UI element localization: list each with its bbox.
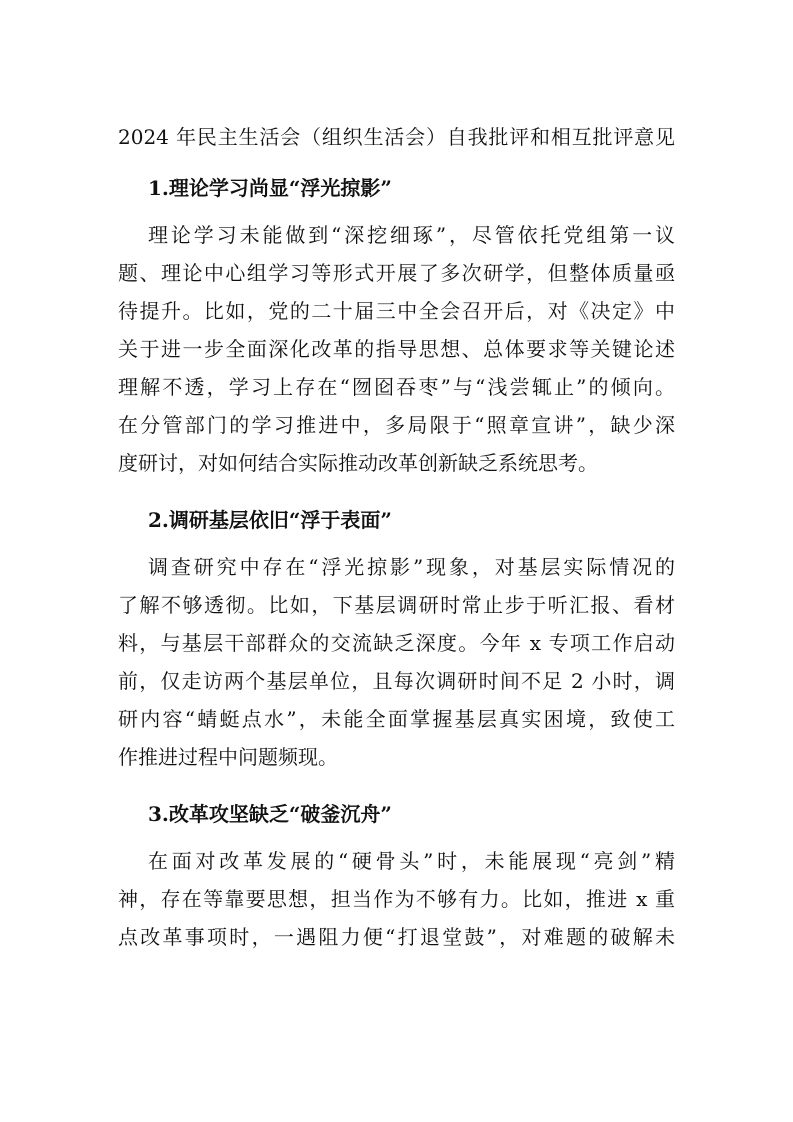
paragraph-line: 度研讨，对如何结合实际推动改革创新缺乏系统思考。 xyxy=(118,451,598,475)
paragraph-line: 作推进过程中问题频现。 xyxy=(118,745,338,769)
paragraph-line: 关于进一步全面深化改革的指导思想、总体要求等关键论述 xyxy=(118,337,675,361)
section-heading: 3.改革攻坚缺乏“破釜沉舟” xyxy=(148,802,392,826)
document-title: 2024 年民主生活会（组织生活会）自我批评和相互批评意见 xyxy=(118,125,675,149)
paragraph xyxy=(118,216,675,482)
paragraph-line: 了解不够透彻。比如，下基层调研时常止步于听汇报、看材 xyxy=(118,593,675,617)
paragraph-line: 调查研究中存在“浮光掠影”现象，对基层实际情况的 xyxy=(148,555,675,579)
paragraph-line: 料，与基层干部群众的交流缺乏深度。今年 x 专项工作启动 xyxy=(118,631,675,655)
paragraph-line: 前，仅走访两个基层单位，且每次调研时间不足 2 小时，调 xyxy=(118,669,675,693)
paragraph-line: 点改革事项时，一遇阻力便“打退堂鼓”，对难题的破解未 xyxy=(118,925,675,949)
paragraph-line: 理解不透，学习上存在“囫囵吞枣”与“浅尝辄止”的倾向。 xyxy=(118,375,675,399)
paragraph-line: 在面对改革发展的“硬骨头”时，未能展现“亮剑”精 xyxy=(148,849,675,873)
paragraph-line: 神，存在等靠要思想，担当作为不够有力。比如，推进 x 重 xyxy=(118,887,675,911)
document-body xyxy=(118,118,675,956)
paragraph-line: 待提升。比如，党的二十届三中全会召开后，对《决定》中 xyxy=(118,299,675,323)
paragraph-line: 研内容“蜻蜓点水”，未能全面掌握基层真实困境，致使工 xyxy=(118,707,675,731)
paragraph xyxy=(118,548,675,776)
paragraph-line: 题、理论中心组学习等形式开展了多次研学，但整体质量亟 xyxy=(118,261,675,285)
paragraph xyxy=(118,842,675,956)
section-heading: 2.调研基层依旧“浮于表面” xyxy=(148,508,392,532)
section-heading: 1.理论学习尚显“浮光掠影” xyxy=(148,176,392,200)
paragraph-line: 在分管部门的学习推进中，多局限于“照章宣讲”，缺少深 xyxy=(118,413,675,437)
paragraph-line: 理论学习未能做到“深挖细琢”，尽管依托党组第一议 xyxy=(148,223,675,247)
